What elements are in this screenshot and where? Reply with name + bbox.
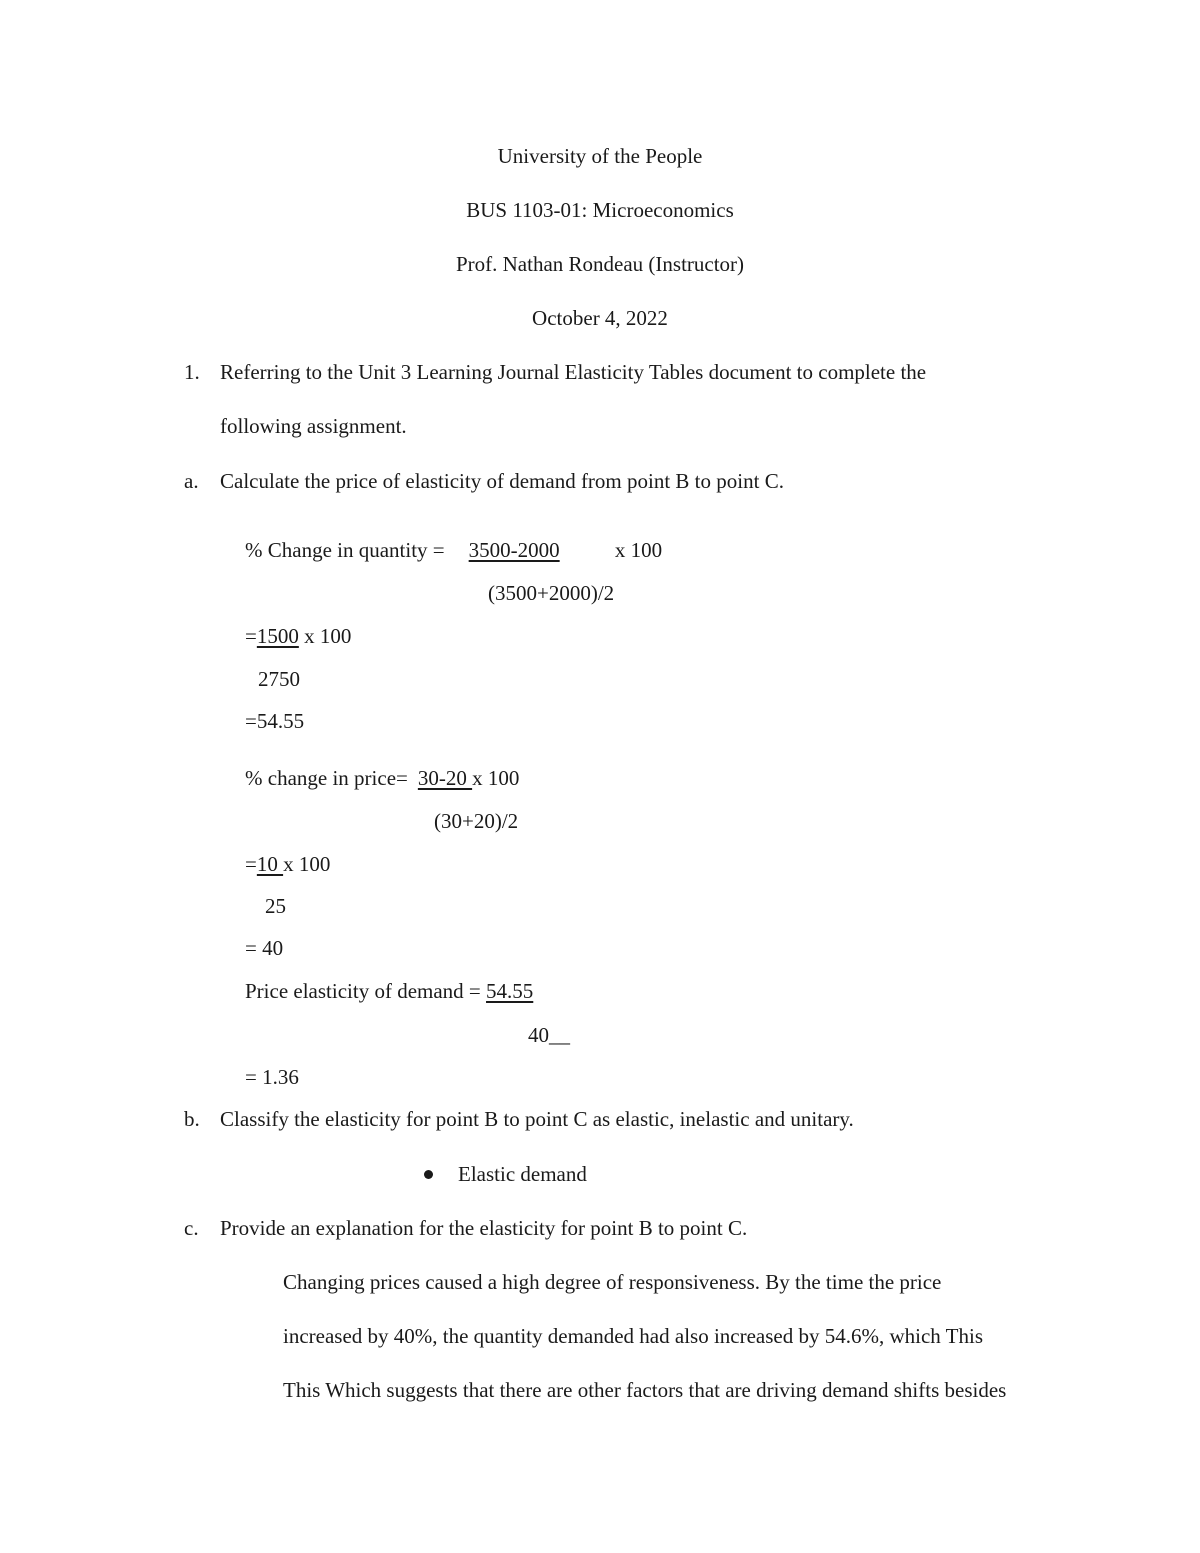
part-a-marker: a.: [184, 469, 199, 493]
question-1-marker: 1.: [184, 360, 200, 384]
price-multiplier: x 100: [472, 766, 520, 790]
price-step-multiplier: x 100: [283, 852, 331, 876]
price-denominator: (30+20)/2: [434, 809, 519, 833]
quantity-change-label: % Change in quantity =: [245, 538, 445, 562]
price-step: [245, 854, 330, 875]
price-change-label: % change in price=: [245, 766, 408, 790]
part-b-marker: b.: [184, 1107, 200, 1131]
price-elasticity-result: = 1.36: [245, 1065, 299, 1089]
explanation-line-2: increased by 40%, the quantity demanded had also increased by 54.6%, which This: [283, 1324, 984, 1348]
part-b-question: Classify the elasticity for point B to point C as elastic, inelastic and unitary.: [220, 1107, 854, 1131]
part-a-question: Calculate the price of elasticity of demand from point B to point C.: [220, 469, 784, 493]
explanation-line-3: This Which suggests that there are other factors that are driving demand shifts besides: [283, 1378, 1007, 1402]
price-elasticity-denominator: 40__: [528, 1023, 570, 1047]
quantity-denominator: (3500+2000)/2: [488, 581, 615, 605]
quantity-step: [245, 626, 351, 647]
university-name: University of the People: [497, 144, 703, 168]
document-date: October 4, 2022: [532, 306, 668, 330]
quantity-multiplier: x 100: [609, 538, 663, 562]
part-c-question: Provide an explanation for the elasticity for point B to point C.: [220, 1216, 748, 1240]
price-change-formula: [245, 768, 519, 789]
price-step-equals: =: [245, 852, 257, 876]
bullet-icon: [424, 1170, 433, 1179]
price-elasticity-numerator: 54.55: [486, 979, 534, 1003]
price-numerator: 30-20: [417, 766, 473, 790]
quantity-numerator: [469, 538, 610, 562]
quantity-change-result: =54.55: [245, 709, 305, 733]
elasticity-classification: Elastic demand: [458, 1162, 587, 1186]
course-title: BUS 1103-01: Microeconomics: [466, 198, 734, 222]
price-step-denominator: 25: [265, 894, 286, 918]
quantity-step-numerator: 1500: [256, 624, 299, 648]
price-change-result: = 40: [245, 936, 284, 960]
price-step-numerator: 10: [256, 852, 284, 876]
quantity-numerator-value: 3500-2000: [468, 538, 560, 562]
price-elasticity-label: Price elasticity of demand =: [245, 979, 487, 1003]
quantity-change-formula: [245, 540, 662, 561]
price-elasticity-formula: [245, 981, 533, 1002]
part-c-marker: c.: [184, 1216, 199, 1240]
quantity-step-denominator: 2750: [258, 667, 300, 691]
question-1-line-1: Referring to the Unit 3 Learning Journal Elasticity Tables document to complete the: [220, 360, 927, 384]
quantity-step-multiplier: x 100: [298, 624, 352, 648]
quantity-step-equals: =: [245, 624, 257, 648]
explanation-line-1: Changing prices caused a high degree of responsiveness. By the time the price: [283, 1270, 942, 1294]
question-1-line-2: following assignment.: [220, 414, 407, 438]
instructor-name: Prof. Nathan Rondeau (Instructor): [455, 252, 745, 276]
